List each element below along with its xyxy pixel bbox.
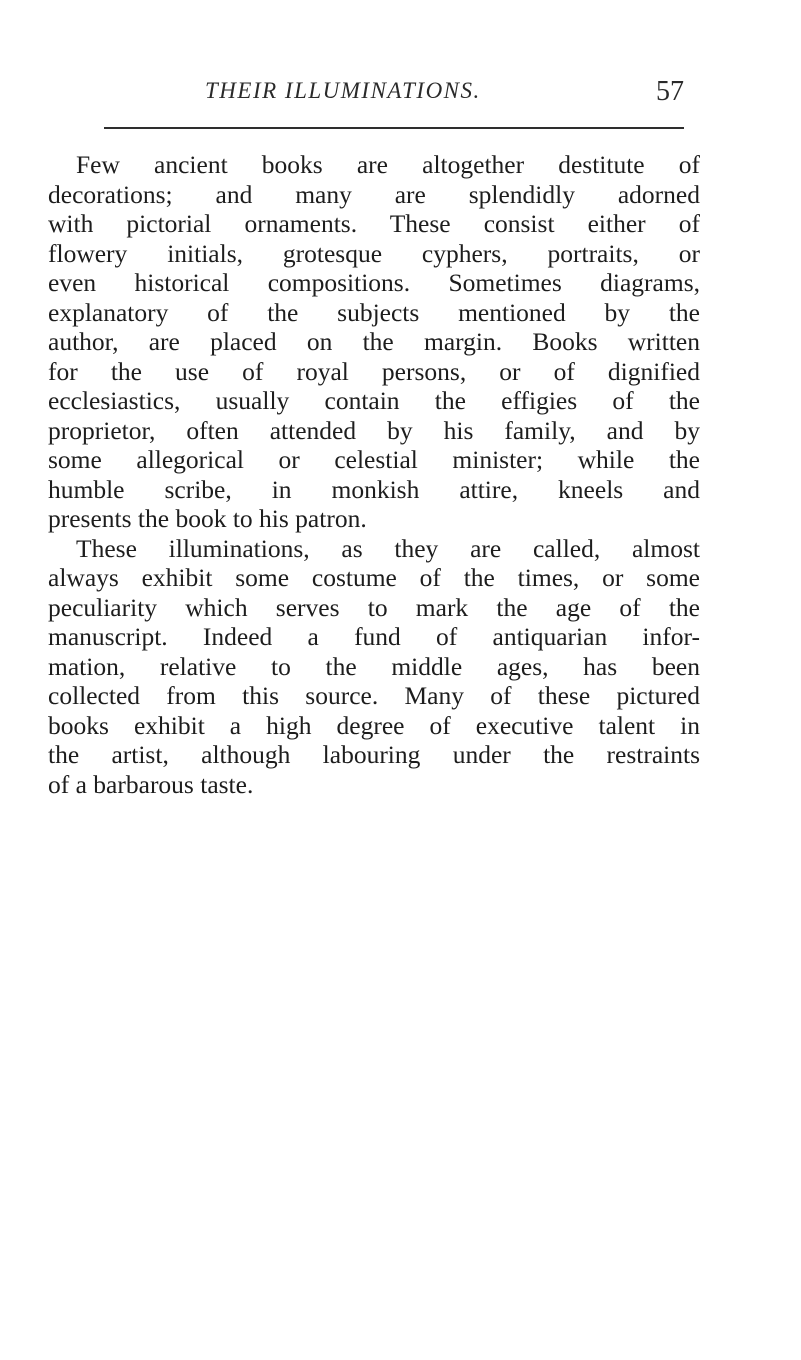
text-line: decorations; and many are splendidly adorned xyxy=(48,179,700,209)
text-line: author, are placed on the margin. Books written xyxy=(48,327,700,356)
text-line: of a barbarous taste. xyxy=(48,769,254,799)
text-line: even historical compositions. Sometimes diagrams, xyxy=(48,268,700,297)
text-line: for the use of royal persons, or of dignified xyxy=(48,356,700,386)
text-line: proprietor, often attended by his family, and by xyxy=(48,415,700,445)
text-line: mation, relative to the middle ages, has been xyxy=(48,651,700,681)
text-line: the artist, although labouring under the restraints xyxy=(48,740,700,769)
text-line: always exhibit some costume of the times, or some xyxy=(48,563,700,592)
text-line: presents the book to his patron. xyxy=(48,504,367,533)
text-line: flowery initials, grotesque cyphers, portraits, or xyxy=(48,238,700,268)
paragraph-1 xyxy=(48,150,700,534)
header-rule xyxy=(104,127,684,129)
text-line: peculiarity which serves to mark the age of the xyxy=(48,592,700,622)
text-line: collected from this source. Many of these pictured xyxy=(48,681,700,710)
text-line: explanatory of the subjects mentioned by the xyxy=(48,297,700,327)
text-line: some allegorical or celestial minister; while the xyxy=(48,445,700,474)
text-line: books exhibit a high degree of executive talent in xyxy=(48,710,700,740)
text-line: manuscript. Indeed a fund of antiquarian infor- xyxy=(48,622,700,651)
text-line: humble scribe, in monkish attire, kneels and xyxy=(48,474,700,504)
text-line: Few ancient books are altogether destitute of xyxy=(76,150,700,179)
running-title: THEIR ILLUMINATIONS. xyxy=(205,78,481,103)
text-line: ecclesiastics, usually contain the effigies of the xyxy=(48,386,700,415)
paragraph-2 xyxy=(48,534,700,800)
page-number: 57 xyxy=(656,76,684,107)
text-line: with pictorial ornaments. These consist either of xyxy=(48,209,700,238)
body-text xyxy=(48,150,700,799)
text-line: These illuminations, as they are called, almost xyxy=(76,533,700,563)
